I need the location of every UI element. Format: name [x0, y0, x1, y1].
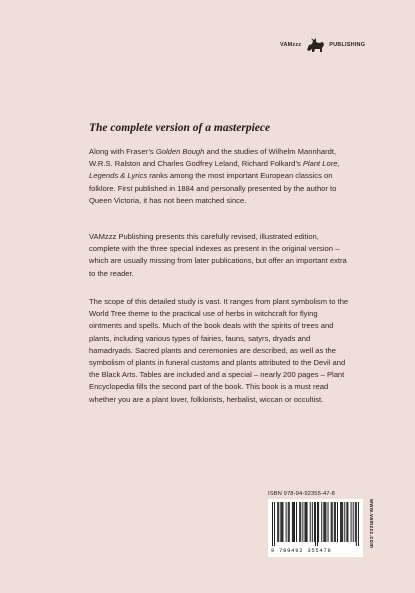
barcode-bar [304, 502, 305, 542]
para1-text-1: Along with Fraser’s [89, 147, 156, 156]
publisher-logo [280, 36, 365, 54]
logo-right-text: PUBLISHING [329, 42, 366, 48]
barcode-bar [324, 502, 325, 542]
barcode-bar [344, 502, 345, 542]
barcode-bar [355, 502, 356, 542]
goat-icon [304, 36, 326, 54]
publisher-website: www.vamzzz.com [368, 499, 374, 549]
barcode-bars [272, 502, 359, 546]
barcode-bar [323, 502, 324, 542]
barcode-bar [332, 502, 333, 542]
isbn-label: ISBN 978-94-92355-47-8 [268, 491, 335, 497]
barcode-bar [286, 502, 287, 542]
barcode-bar [358, 502, 359, 546]
barcode-bar [353, 502, 354, 542]
description-paragraph-1 [89, 146, 351, 207]
description-paragraph-2: VAMzzz Publishing presents this carefully revised, illustrated edition, complete with the three special indexes as present in the original version – which are usually missing from later publications, but offer an important extra to the reader. [89, 232, 347, 278]
barcode-digits: 9 789492 355478 [271, 548, 332, 554]
logo-left-text: VAMzzz [280, 42, 302, 48]
barcode-bar [277, 502, 278, 542]
barcode-bar [325, 502, 326, 542]
barcode-bar [280, 502, 281, 542]
barcode-bar [281, 502, 282, 542]
barcode-bar [341, 502, 342, 542]
barcode-bar [293, 502, 294, 542]
barcode-bar [307, 502, 308, 542]
para1-title-golden-bough: Golden Bough [155, 147, 205, 156]
barcode-bar [328, 502, 329, 542]
barcode-bar [278, 502, 279, 542]
barcode-bar [335, 502, 336, 542]
barcode-bar [292, 502, 293, 542]
barcode-bar [288, 502, 289, 542]
barcode-bar [302, 502, 303, 542]
barcode-bar [340, 502, 341, 542]
barcode-bar [294, 502, 295, 542]
para1-text-3: ranks among the most important European classics on folklore. First published in 1884 and personally presented by the author to Queen Victoria, it has not been matched since. [89, 171, 337, 205]
barcode-bar [342, 502, 343, 542]
barcode-bar [346, 502, 347, 542]
para1-text-2: and the studies of Wilhelm Mannhardt, W.R.S. Ralston and Charles Godfrey Leland, Richard Folkard’s [89, 147, 337, 169]
barcode-bar [282, 502, 283, 542]
barcode-bar [347, 502, 348, 542]
barcode-bar [306, 502, 307, 542]
tagline: The complete version of a masterpiece [89, 122, 271, 134]
barcode-bar [289, 502, 290, 542]
barcode-bar [331, 502, 332, 542]
barcode-bar [272, 502, 273, 546]
barcode-bar [356, 502, 357, 546]
barcode-bar [321, 502, 322, 542]
barcode-bar [317, 502, 318, 546]
barcode-bar [274, 502, 275, 546]
barcode-bar [334, 502, 335, 542]
barcode-bar [299, 502, 300, 542]
barcode-bar [337, 502, 338, 542]
barcode-bar [314, 502, 315, 542]
barcode-bar [300, 502, 301, 542]
description-paragraph-3: The scope of this detailed study is vast. It ranges from plant symbolism to the World Tree theme to the practical use of herbs in witchcraft for flying ointments and spells. Much of the book deals with the spirits of trees and plants, including various types of fairies, fauns, satyrs, dryads and hamadryads. Sacred plants and ceremonies are described, as well as the symbolism of plants in funeral customs and plants attributed to the Devil and the Black Arts. Tables are included and a special – nearly 200 pages – Plant Encyclopedia fills the second part of the book. This book is a must read whether you are a plant lover, folklorists, herbalist, wiccan or occultist. [89, 297, 349, 404]
barcode-bar [312, 502, 313, 542]
barcode-bar [310, 502, 311, 542]
barcode-bar [315, 502, 316, 546]
barcode-bar [318, 502, 319, 542]
barcode-bar [296, 502, 297, 542]
barcode-bar [351, 502, 352, 542]
para1-title-plant-lore: Plant Lore, Legends & Lyrics [89, 159, 340, 181]
